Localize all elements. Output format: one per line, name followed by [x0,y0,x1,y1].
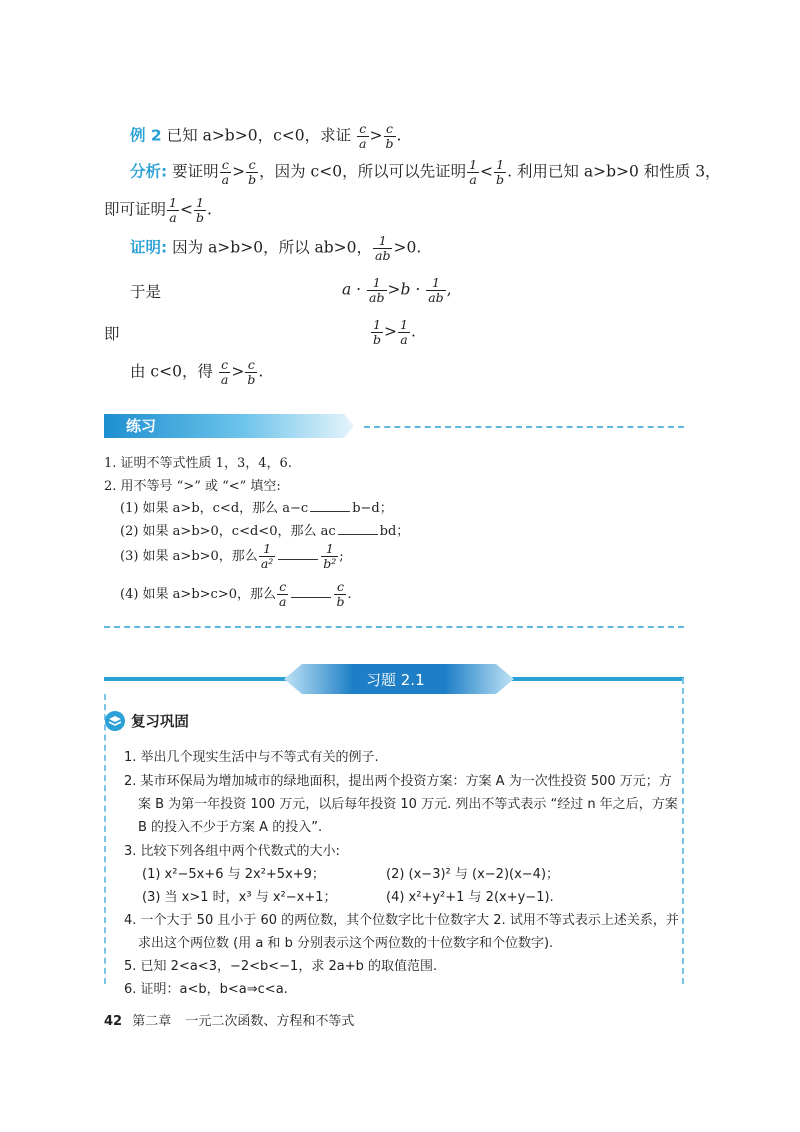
practice-item: 2. 用不等号 “>” 或 “<” 填空: [104,479,281,494]
fraction: $\frac{c}{a}$ [359,121,367,151]
analysis-line: 分析: 要证明 $\frac{c}{a}$ > $\frac{c}{b}$ ，因为 c<0，所以可以先证明 $\frac{1}{a}$ < $\frac{1}{b}$ . 利用已知 a>b>0 和性质 3， [130,157,721,187]
proof-label: 证明: [130,238,168,257]
exercise-item: 1. 举出几个现实生活中与不等式有关的例子. [124,750,379,765]
fraction: $\frac{1}{a}$ [169,195,177,225]
book-icon [104,710,126,732]
chapter-title: 一元二次函数、方程和不等式 [185,1014,355,1029]
frame-right [682,678,684,984]
example-label: 例 2 [130,126,162,145]
fraction: $\frac{1}{ab}$ [375,233,391,263]
exercise-banner [104,664,684,694]
fraction: $\frac{c}{b}$ [248,157,257,187]
practice-banner [104,414,354,438]
exercise-item: 5. 已知 2<a<3，−2<b<−1，求 2a+b 的取值范围. [124,959,438,974]
exercise-item: (3) 当 x>1 时，x³ 与 x²−x+1； [142,890,337,905]
final-text: 由 c<0，得 [130,362,213,381]
fraction: $\frac{c}{a}$ [221,157,230,187]
exercise-item: 4. 一个大于 50 且小于 60 的两位数，其个位数字比十位数字大 2. 试用不等式表示上述关系，并 [124,913,679,928]
analysis-text-1: 要证明 [172,162,219,181]
exercise-title: 习题 2.1 [366,671,425,689]
frame-left [104,694,106,984]
formula-line: a · $\frac{1}{ab}$ >b · $\frac{1}{ab}$ , [342,275,452,305]
footer [104,1010,354,1029]
review-section [104,710,189,732]
exercise-item: 求出这个两位数 (用 a 和 b 分别表示这个两位数的十位数字和个位数字). [138,936,554,951]
exercise-item: 3. 比较下列各组中两个代数式的大小: [124,844,340,859]
given-prefix: 已知 [166,126,198,145]
analysis-text-2: ，因为 c<0，所以可以先证明 [259,162,467,181]
final-line: 由 c<0，得 $\frac{c}{a}$ > $\frac{c}{b}$ . [130,357,264,387]
fraction: $\frac{1}{a}$ [469,157,478,187]
analysis-line-2: 即可证明 $\frac{1}{a}$ < $\frac{1}{b}$ . [104,195,212,225]
exercise-item: 案 B 为第一年投资 100 万元，以后每年投资 10 万元. 列出不等式表示 “经过 n 年之后，方案 [138,797,678,812]
divider [364,426,684,428]
analysis-text-4: 即可证明 [104,200,167,219]
practice-item: (3) 如果 a>b>0，那么 $\frac{1}{\text{a²}}$ $\frac{1}{\text{b²}}$ ; [120,541,344,571]
proof-text: 因为 a>b>0，所以 ab>0， [172,238,373,257]
practice-item: (1) 如果 a>b，c<d，那么 a−c b−d； [120,501,393,516]
exercise-item: B 的投入不少于方案 A 的投入”. [138,820,323,835]
practice-title: 练习 [126,417,157,435]
exercise-item: 2. 某市环保局为增加城市的绿地面积，提出两个投资方案：方案 A 为一次性投资 500 万元；方 [124,774,672,789]
fraction: $\frac{c}{b}$ [385,121,394,151]
given-expr: a>b>0，c<0，求证 [202,126,352,145]
analysis-text-3: . 利用已知 a>b>0 和性质 3， [507,162,721,181]
yushi-label: 于是 [130,283,162,301]
proof-line: 证明: 因为 a>b>0，所以 ab>0， $\frac{1}{ab}$ >0. [130,233,422,263]
practice-item: 1. 证明不等式性质 1，3，4，6. [104,456,292,471]
exercise-item: 6. 证明：a<b，b<a⇒c<a. [124,982,288,997]
exercise-item: (1) x²−5x+6 与 2x²+5x+9； [142,867,325,882]
analysis-label: 分析: [130,162,168,181]
ji-label: 即 [104,325,120,343]
exercise-item: (4) x²+y²+1 与 2(x+y−1). [386,890,554,905]
fraction: $\frac{1}{b}$ [195,195,204,225]
practice-item: (2) 如果 a>b>0，c<d<0，那么 ac bd； [120,524,410,539]
fraction: $\frac{1}{b}$ [496,157,505,187]
divider [104,626,684,628]
section-title: 复习巩固 [130,714,189,731]
exercise-item: (2) (x−3)² 与 (x−2)(x−4)； [386,867,560,882]
practice-item: (4) 如果 a>b>c>0，那么 $\frac{c}{a}$ $\frac{c}{b}$ . [120,579,352,609]
formula-line: $\frac{1}{b}$ > $\frac{1}{a}$ . [373,317,416,347]
chapter-label: 第二章 [132,1014,172,1029]
page-number: 42 [104,1014,123,1029]
example-line: 例 2 已知 a>b>0，c<0，求证 $\frac{c}{a}$ > $\frac{c}{b}$ . [130,121,402,151]
